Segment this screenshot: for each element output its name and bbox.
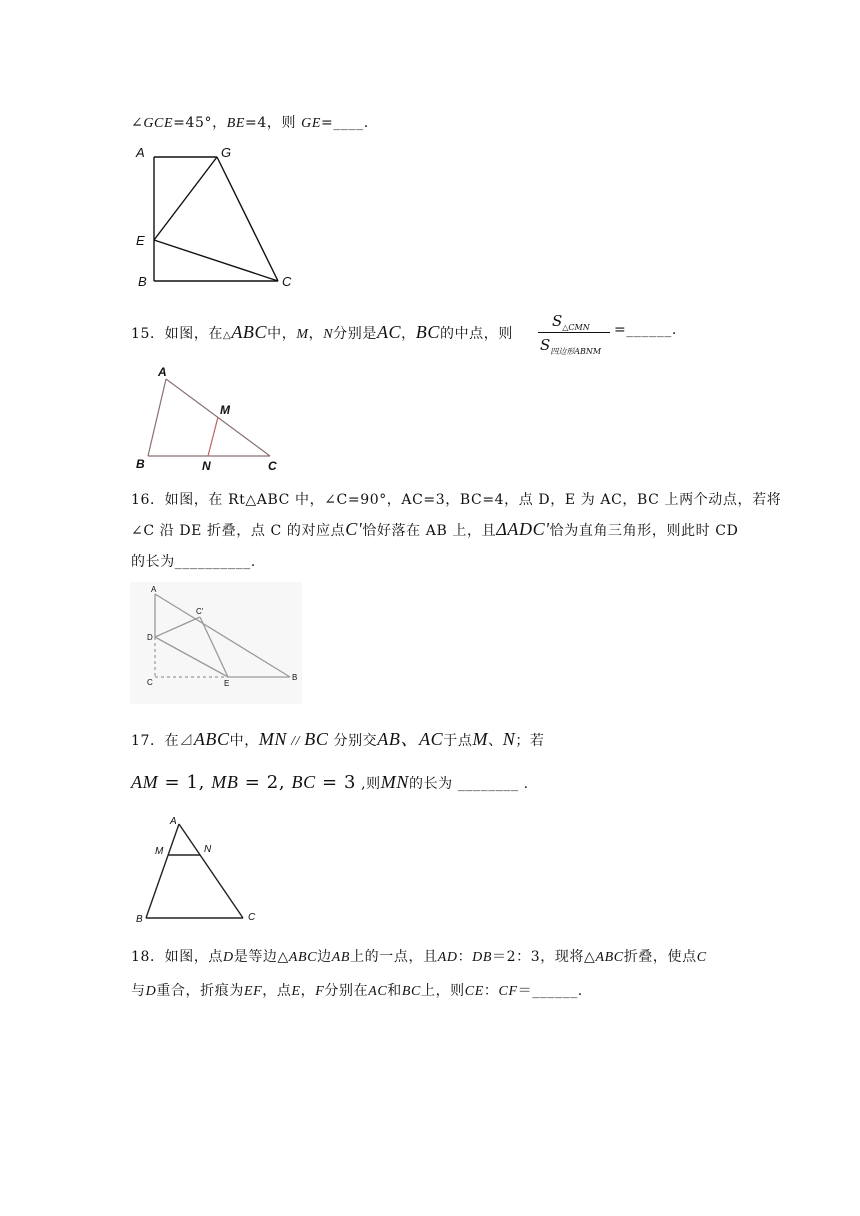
q16-label-e: E <box>224 679 230 688</box>
q17-figure <box>130 810 270 928</box>
q15-line-mn <box>208 417 218 456</box>
q15-label-n: N <box>202 459 211 473</box>
q17-label-a: A <box>170 816 177 827</box>
q16-line-3: 的长为__________. <box>131 554 256 570</box>
q17-label-m: M <box>155 846 164 857</box>
q17-label-b: B <box>136 914 143 925</box>
q17-label-n: N <box>204 844 212 855</box>
q17-line-ab <box>146 824 179 918</box>
q14-line-eg <box>154 157 217 240</box>
q14-figure <box>130 140 300 290</box>
q15-figure <box>130 362 290 474</box>
q14-label-a: A <box>136 145 145 160</box>
q16-figure <box>130 582 302 704</box>
q15-text: 15．如图，在△ABC中，M，N分别是AC，BC的中点，则 <box>131 322 513 342</box>
q17-line-2: AM = 1, MB = 2, BC = 3 ,则MN的长为 ________ . <box>131 772 529 793</box>
q16-label-c-prime: C' <box>196 607 204 616</box>
q14-label-e: E <box>136 233 145 248</box>
q18-line-1: 18．如图，点D是等边△ABC边AB上的一点，且AD：DB＝2：3，现将△ABC折叠，使点C <box>131 949 707 965</box>
q15-label-b: B <box>136 457 145 471</box>
q14-label-c: C <box>282 274 292 289</box>
q17-label-c: C <box>248 912 256 923</box>
q16-label-c: C <box>147 678 153 687</box>
q18-line-2: 与D重合，折痕为EF，点E，F分别在AC和BC上，则CE：CF＝______. <box>131 983 583 999</box>
q14-label-g: G <box>221 145 232 160</box>
q16-line-1: 16．如图，在 Rt△ABC 中，∠C=90°，AC=3，BC=4，点 D，E 为 AC，BC 上两个动点，若将 <box>131 492 782 508</box>
q17-line-ac <box>179 824 243 918</box>
q15-line-ab <box>148 379 166 456</box>
q14-line-ec <box>154 240 278 281</box>
q14-line-gc <box>217 157 278 281</box>
q15-label-c: C <box>268 459 277 473</box>
q15-label-m: M <box>220 403 230 417</box>
q16-label-b: B <box>292 673 298 682</box>
q16-line-2: ∠C 沿 DE 折叠，点 C 的对应点C'恰好落在 AB 上，且ΔADC'恰为直角三角形，则此时 CD <box>131 519 739 539</box>
q14-text: ∠GCE=45°，BE=4，则 GE=____. <box>131 115 369 131</box>
q15-fraction-denominator: $S_{四边形ABNM}$ <box>540 336 602 356</box>
q15-area-ratio-fraction <box>538 310 612 358</box>
q15-answer-blank: =______. <box>614 322 677 338</box>
q15-fraction-bar <box>538 332 610 333</box>
q16-figure-background <box>130 582 302 704</box>
q16-label-d: D <box>147 633 153 642</box>
q16-label-a: A <box>151 585 157 594</box>
q17-line-1: 17．在⊿ABC中，MN // BC 分别交AB、AC于点M、N；若 <box>131 729 545 749</box>
q15-fraction-numerator: $S_{\triangle CMN}$ <box>552 312 590 332</box>
q15-label-a: A <box>158 365 167 379</box>
q14-label-b: B <box>138 274 147 289</box>
